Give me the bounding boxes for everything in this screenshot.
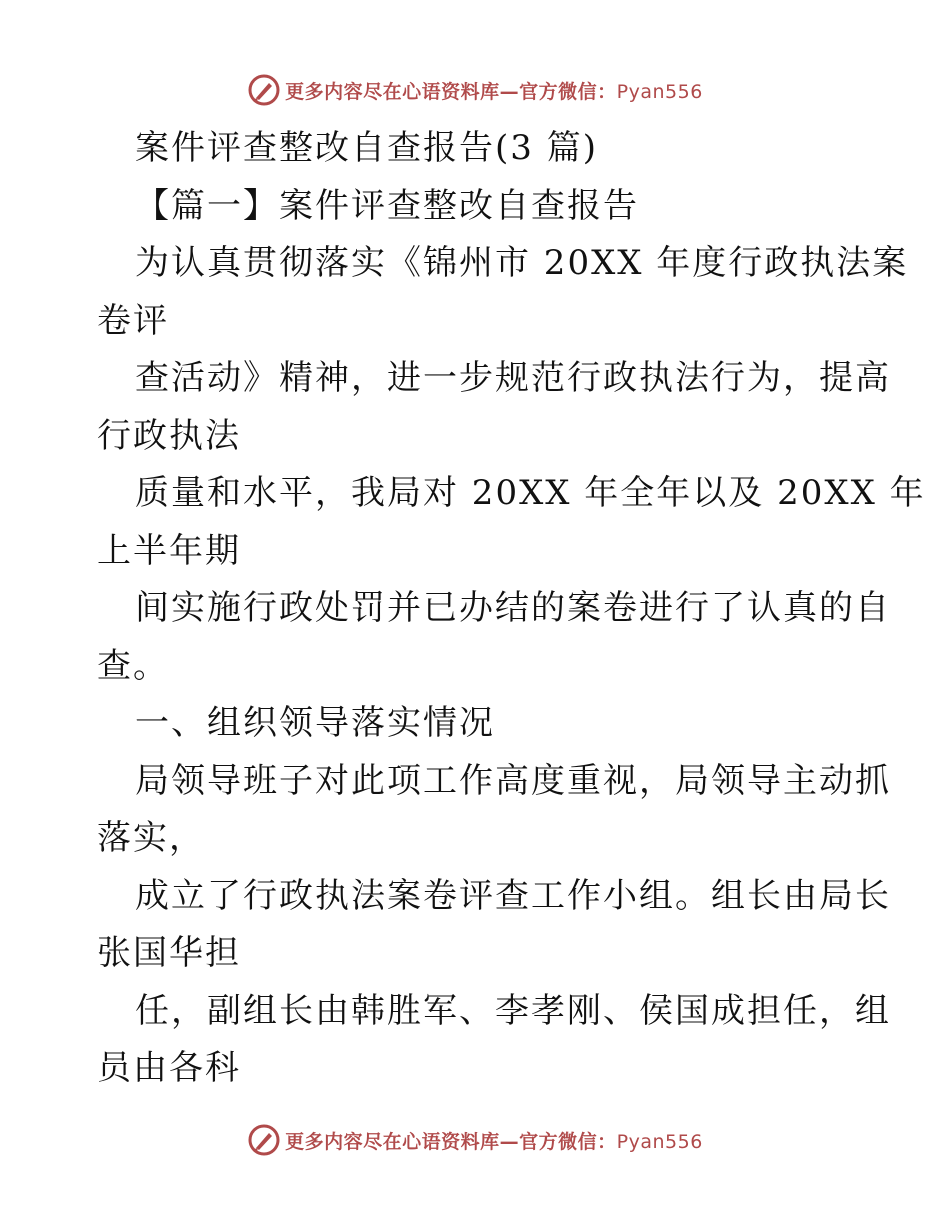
document-line: 查。: [97, 645, 169, 686]
document-line: 一、组织领导落实情况: [135, 703, 495, 743]
banner-text: 更多内容尽在心语资料库—官方微信：Pyan556: [285, 80, 703, 103]
document-line: 任，副组长由韩胜军、李孝刚、侯国成担任，组: [135, 990, 891, 1031]
pen-seal-icon: [247, 1123, 281, 1157]
document-line: 行政执法: [97, 415, 241, 456]
document-line: 局领导班子对此项工作高度重视，局领导主动抓: [135, 760, 891, 801]
pen-seal-icon: [247, 73, 281, 107]
document-line: 员由各科: [97, 1048, 241, 1088]
document-line: 为认真贯彻落实《锦州市 20XX 年度行政执法案: [135, 243, 909, 283]
header-banner: [0, 70, 950, 110]
document-line: 案件评查整改自查报告(3 篇): [135, 128, 598, 168]
document-line: 落实，: [97, 818, 205, 858]
document-line: 质量和水平，我局对 20XX 年全年以及 20XX 年: [135, 473, 926, 513]
document-line: 查活动》精神，进一步规范行政执法行为，提高: [135, 358, 891, 398]
document-line: 张国华担: [97, 933, 241, 973]
document-body: [97, 120, 926, 1098]
document-line: 上半年期: [97, 530, 241, 571]
document-line: 【篇一】案件评查整改自查报告: [135, 185, 639, 226]
banner-wechat-id: Pyan556: [616, 1130, 703, 1153]
banner-text: 更多内容尽在心语资料库—官方微信：Pyan556: [285, 1130, 703, 1153]
document-line: 成立了行政执法案卷评查工作小组。组长由局长: [135, 875, 891, 916]
footer-banner: [0, 1120, 950, 1160]
banner-wechat-id: Pyan556: [616, 80, 703, 103]
document-line: 间实施行政处罚并已办结的案卷进行了认真的自: [135, 588, 891, 628]
document-line: 卷评: [97, 300, 169, 341]
